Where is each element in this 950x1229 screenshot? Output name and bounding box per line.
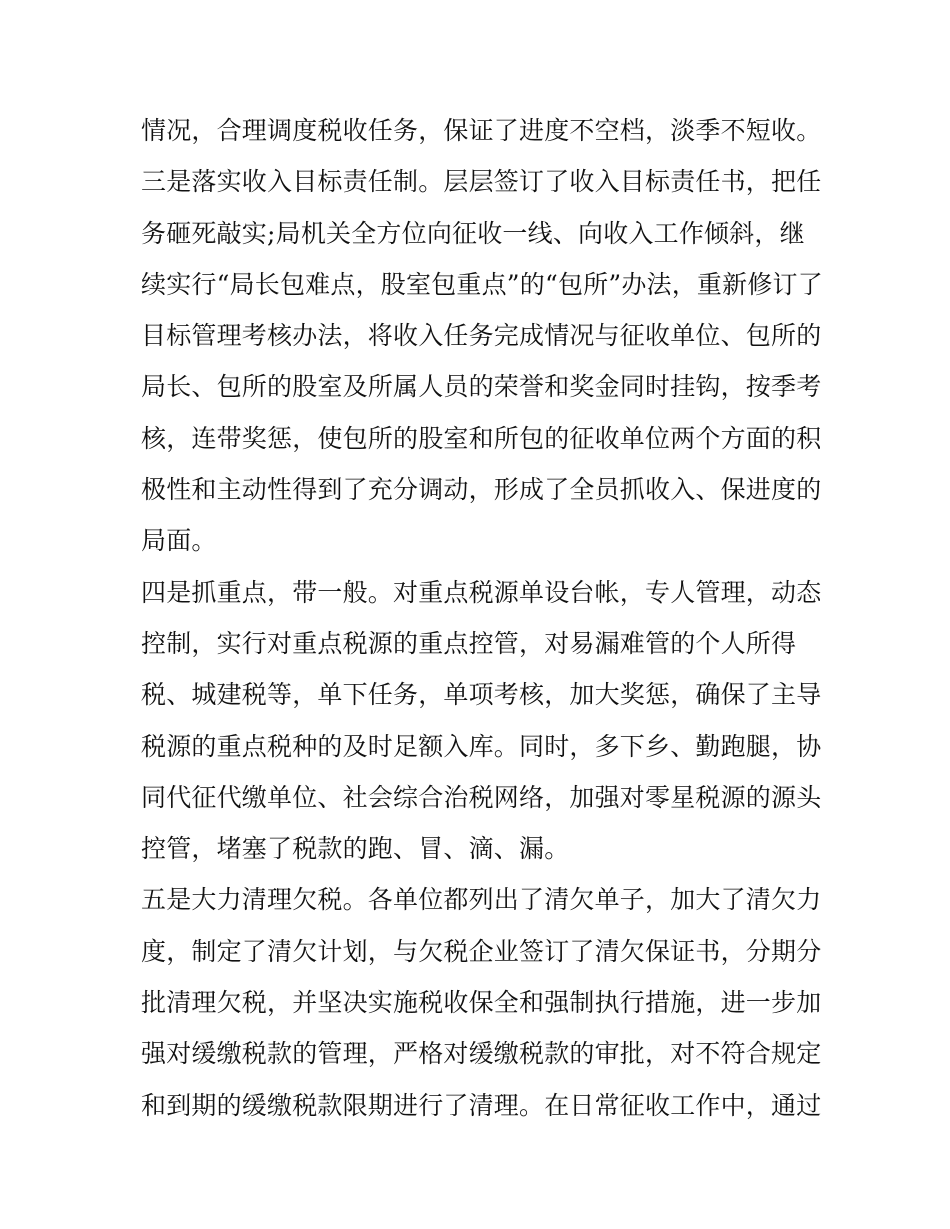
text-line: 税源的重点税种的及时足额入库。同时，多下乡、勤跑腿，协 — [141, 731, 822, 761]
text-line: 核，连带奖惩，使包所的股室和所包的征收单位两个方面的积 — [141, 423, 822, 453]
text-line: 度，制定了清欠计划，与欠税企业签订了清欠保证书，分期分 — [141, 936, 822, 966]
text-line: 务砸死敲实;局机关全方位向征收一线、向收入工作倾斜，继 — [141, 218, 805, 248]
text-line: 控制，实行对重点税源的重点控管，对易漏难管的个人所得 — [141, 628, 797, 658]
text-line: 税、城建税等，单下任务，单项考核，加大奖惩，确保了主导 — [141, 680, 822, 710]
text-line: 和到期的缓缴税款限期进行了清理。在日常征收工作中，通过 — [141, 1090, 822, 1120]
text-line: 五是大力清理欠税。各单位都列出了清欠单子，加大了清欠力 — [141, 885, 822, 915]
text-line: 情况，合理调度税收任务，保证了进度不空档，淡季不短收。 — [141, 116, 822, 145]
text-line: 批清理欠税，并坚决实施税收保全和强制执行措施，进一步加 — [141, 988, 822, 1018]
text-line: 极性和主动性得到了充分调动，形成了全员抓收入、保进度的 — [141, 475, 822, 505]
text-line: 三是落实收入目标责任制。层层签订了收入目标责任书，把任 — [141, 167, 822, 197]
text-line: 目标管理考核办法，将收入任务完成情况与征收单位、包所的 — [141, 321, 822, 351]
text-line: 续实行“局长包难点，股室包重点”的“包所”办法，重新修订了 — [141, 269, 823, 299]
text-line: 局长、包所的股室及所属人员的荣誉和奖金同时挂钩，按季考 — [141, 372, 822, 402]
text-line: 四是抓重点，带一般。对重点税源单设台帐，专人管理，动态 — [141, 577, 822, 607]
text-line: 强对缓缴税款的管理，严格对缓缴税款的审批，对不符合规定 — [141, 1039, 822, 1069]
text-line: 控管，堵塞了税款的跑、冒、滴、漏。 — [141, 834, 570, 864]
text-line: 同代征代缴单位、社会综合治税网络，加强对零星税源的源头 — [141, 782, 822, 812]
body-text — [141, 105, 823, 1131]
text-line: 局面。 — [141, 526, 217, 556]
